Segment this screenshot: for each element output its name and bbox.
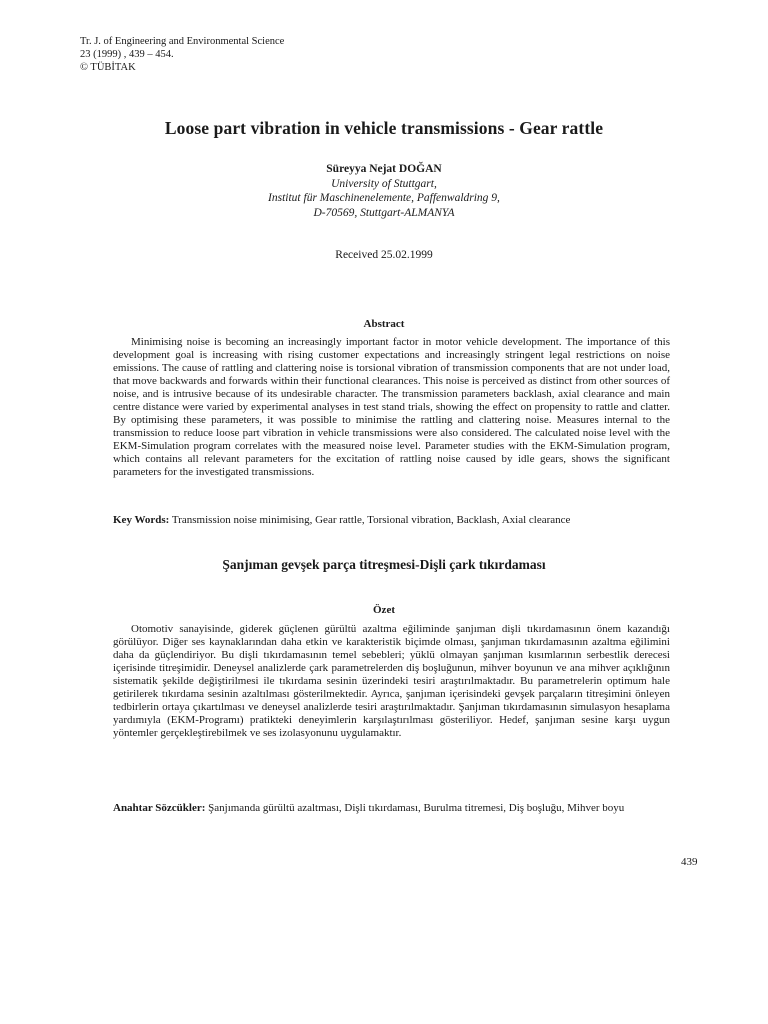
affiliation-line: Institut für Maschinenelemente, Paffenwaldring 9,	[268, 192, 500, 204]
turkish-keywords-list: Şanjımanda gürültü azaltması, Dişli tıkırdaması, Burulma titremesi, Diş boşluğu, Mihver boyu	[208, 802, 625, 814]
page-number: 439	[681, 856, 698, 868]
turkish-keywords-label: Anahtar Sözcükler:	[113, 802, 206, 814]
keywords-label: Key Words:	[113, 514, 170, 526]
received-date: Received 25.02.1999	[335, 249, 433, 261]
journal-name: Tr. J. of Engineering and Environmental Science	[80, 36, 285, 47]
turkish-title: Şanjıman gevşek parça titreşmesi-Dişli çark tıkırdaması	[222, 557, 546, 572]
turkish-keywords	[113, 802, 670, 815]
ozet-text: Otomotiv sanayisinde, giderek güçlenen gürültü azaltma eğiliminde şanjıman dişli tıkırdamasının önem kazandığı görülüyor. Diğer ses kaynaklarından daha etkin ve karakteristik biçimde olması, şanjıman tıkırdamasının azaltma eğilimini daha da güçlendiriyor. Bu dişli tıkırdamasının temel sebebleri; yüklü olmayan şanjıman kısımlarının serbestlik derecesi içerisinde titreşimidir. Deneysel analizlerde çark parametrelerden diş boşluğunun, mihver boyunun ve ana mihver açıklığının sistematik şekilde değiştirilmesi ile tıkırdama sesinin üzerindeki tesiri araştırılmaktadır. Bu parametrelerin optimum hale getirilerek tıkırdama sesinin azaltılması gösterilmektedir. Ayrıca, şanjıman içerisindeki gevşek parçaların titreşimini önleyen tedbirlerin ortaya çıkartılması ve deneysel analizlerde tesiri araştırılmaktadır. Şanjıman tıkırdamasının simulasyon hesaplama yardımıyla (EKM-Programı) pratikteki deneyimlerin karşılaştırılması gösteriliyor. Hedef, şanjıman sesine karşı uygun yöntemler gerçekleştirebilmek ve ses izolasyonunu uygulamaktır.	[113, 623, 670, 739]
ozet-heading: Özet	[373, 604, 395, 616]
affiliation-line: D-70569, Stuttgart-ALMANYA	[313, 206, 455, 219]
author-name: Süreyya Nejat DOĞAN	[326, 163, 442, 175]
keywords-list: Transmission noise minimising, Gear rattle, Torsional vibration, Backlash, Axial clearance	[171, 514, 571, 526]
journal-volume: 23 (1999) , 439 – 454.	[80, 49, 174, 60]
paper-title: Loose part vibration in vehicle transmissions - Gear rattle	[164, 118, 604, 138]
journal-header	[80, 35, 284, 74]
abstract-heading: Abstract	[363, 318, 405, 330]
author-block	[0, 162, 768, 220]
affiliation-line: University of Stuttgart,	[331, 177, 437, 190]
journal-copyright: © TÜBİTAK	[80, 62, 136, 73]
abstract-text: Minimising noise is becoming an increasingly important factor in motor vehicle development. The importance of this development goal is increasing with rising customer expectations and increasingly stringent legal restrictions on noise emissions. The cause of rattling and clattering noise is torsional vibration of transmission components that are not under load, that move backwards and forwards within their functional clearances. This noise is perceived as distinct from other sources of noise, and is intrusive because of its undesirable character. The transmission parameters backlash, axial clearance and main centre distance were varied by experimental analyses in test stand trials, showing the effect on propensity to rattle and clatter. By optimising these parameters, it was possible to minimise the rattling and clattering noise. Measures internal to the transmission to reduce loose part vibration in vehicle transmissions were also considered. The calculated noise level with the EKM-Simulation program correlates with the measured noise level. Parameter studies with the EKM-Simulation program, which contains all relevant parameters for the excitation of rattling noise caused by idle gears, shows the significant parameters for the investigated transmissions.	[113, 336, 670, 478]
keywords	[113, 514, 670, 527]
